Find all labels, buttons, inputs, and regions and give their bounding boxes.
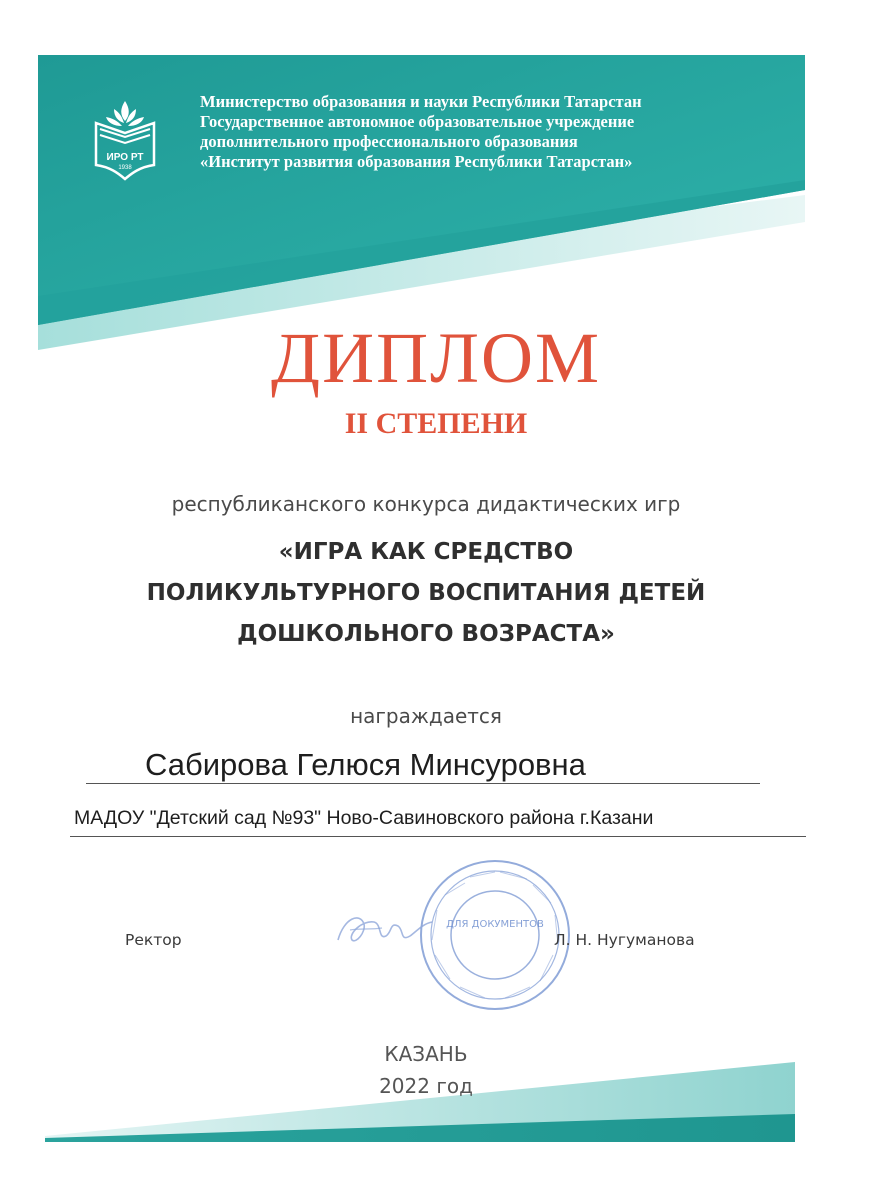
diploma-title: ДИПЛОМ xyxy=(271,318,601,398)
logo-text: ИРО РТ xyxy=(106,152,144,163)
contest-name xyxy=(0,532,852,655)
diploma-degree: II СТЕПЕНИ xyxy=(344,407,528,440)
rector-name: Л. Н. Нугуманова xyxy=(554,931,695,949)
contest-intro: республиканского конкурса дидактических игр xyxy=(171,492,681,516)
institution-header xyxy=(200,92,800,172)
year: 2022 год xyxy=(379,1074,473,1098)
recipient-name: Сабирова Гелюся Минсуровна xyxy=(145,747,586,782)
stamp-text: ДЛЯ ДОКУМЕНТОВ xyxy=(446,919,544,930)
rector-label: Ректор xyxy=(125,931,182,949)
contest-name-line: ДОШКОЛЬНОГО ВОЗРАСТА» xyxy=(237,621,615,647)
header-line-institution-type: Государственное автономное образовательное учреждение xyxy=(200,112,635,131)
contest-name-line: «ИГРА КАК СРЕДСТВО xyxy=(278,539,574,565)
header-line-education: дополнительного профессионального образования xyxy=(200,132,578,151)
header-line-institute-name: «Институт развития образования Республики Татарстан» xyxy=(200,152,633,171)
logo-year: 1938 xyxy=(118,165,132,171)
contest-name-line: ПОЛИКУЛЬТУРНОГО ВОСПИТАНИЯ ДЕТЕЙ xyxy=(146,580,706,606)
awarded-label: награждается xyxy=(350,704,502,728)
recipient-organization: МАДОУ "Детский сад №93" Ново-Савиновского района г.Казани xyxy=(74,807,654,829)
header-line-ministry: Министерство образования и науки Республики Татарстан xyxy=(200,92,642,111)
recipient-underline xyxy=(86,783,760,784)
rector-signature xyxy=(330,900,440,960)
city: КАЗАНЬ xyxy=(384,1042,468,1066)
organization-underline xyxy=(70,836,806,837)
